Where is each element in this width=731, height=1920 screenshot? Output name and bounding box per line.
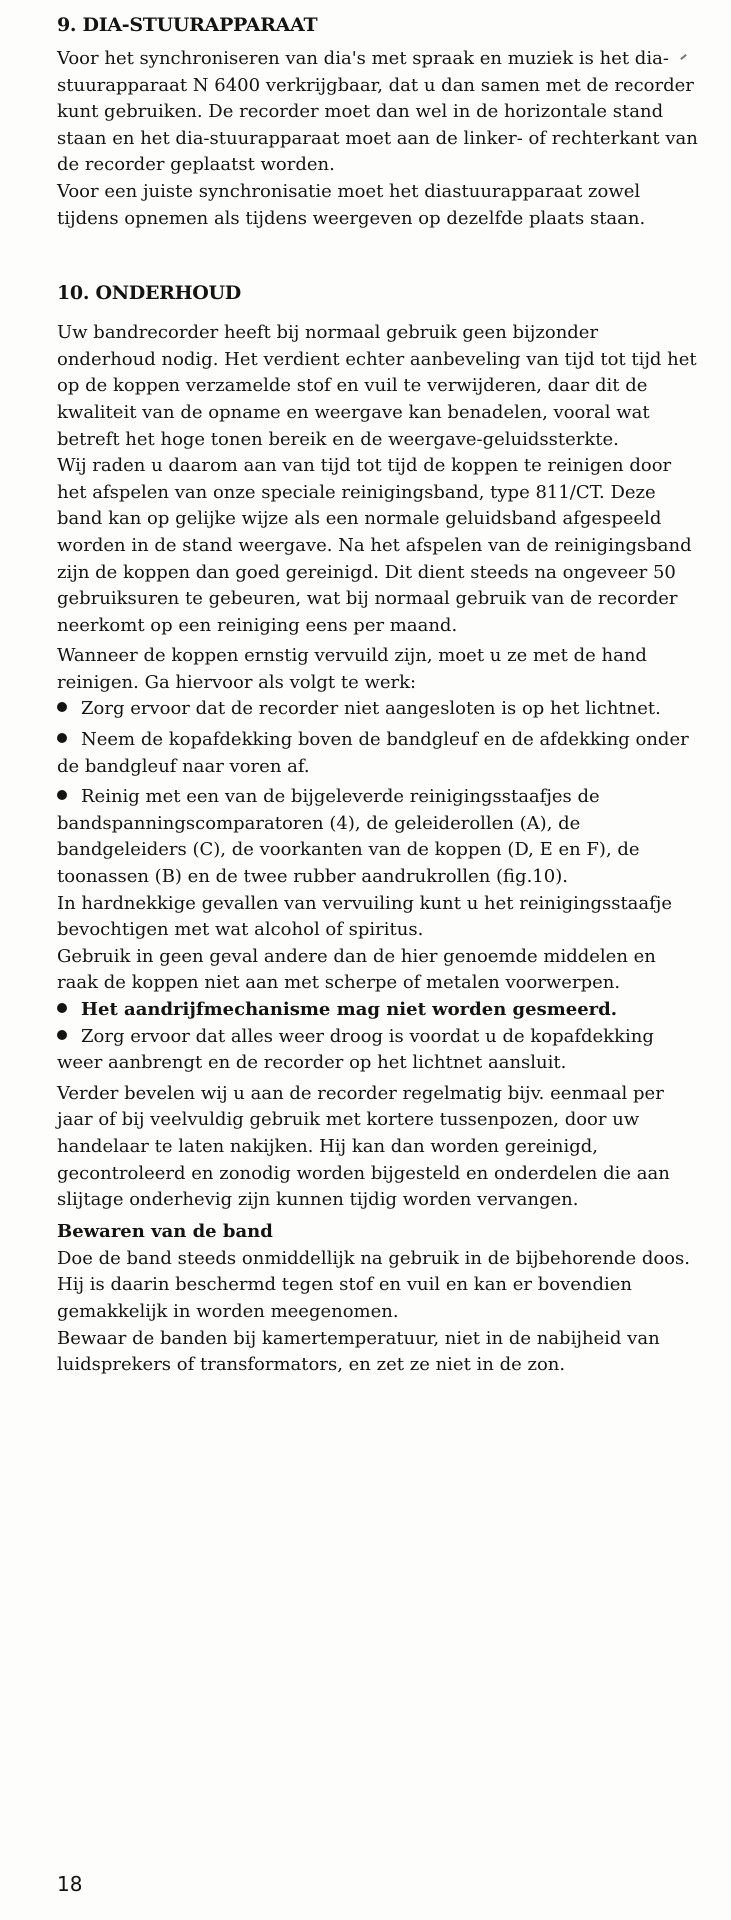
manual-page: [57, 10, 702, 1379]
paragraph: Wij raden u daarom aan van tijd tot tijd de koppen te reinigen door het afspelen van onze speciale reinigingsband, type 811/CT. Deze band kan op gelijke wijze als een normale geluidsband afgespeeld worden in de stand weergave. Na het afspelen van de reinigingsband zijn de koppen dan goed gereinigd. Dit dient steeds na ongeveer 50 gebruiksuren te gebeuren, wat bij normaal gebruik van de recorder neerkomt op een reiniging eens per maand.: [57, 455, 692, 636]
bullet-text: Neem de kopafdekking boven de bandgleuf en de afdekking onder de bandgleuf naar voren af.: [57, 729, 689, 777]
bullet-item: [57, 784, 702, 890]
bullet-icon: [57, 733, 67, 743]
bullet-icon: [57, 702, 67, 712]
paragraph: Voor een juiste synchronisatie moet het diastuurapparaat zowel tijdens opnemen als tijdens weergeven op dezelfde plaats staan.: [57, 180, 646, 229]
page-number: 18: [57, 1872, 83, 1896]
bullet-icon: [57, 790, 67, 800]
paragraph: Uw bandrecorder heeft bij normaal gebruik geen bijzonder onderhoud nodig. Het verdient echter aanbeveling van tijd tot tijd het op de koppen verzamelde stof en vuil te verwijderen, daar dit de kwaliteit van de opname en weergave kan benadelen, vooral wat betreft het hoge tonen bereik en de weergave-geluidssterkte.: [57, 322, 697, 450]
section-heading: 10. ONDERHOUD: [57, 282, 241, 305]
paragraph: Wanneer de koppen ernstig vervuild zijn, moet u ze met de hand reinigen. Ga hiervoor als volgt te werk:: [57, 645, 647, 693]
paragraph: Verder bevelen wij u aan de recorder regelmatig bijv. eenmaal per jaar of bij veelvuldig gebruik met kortere tussenpozen, door uw handelaar te laten nakijken. Hij kan dan worden gereinigd, gecontroleerd en zonodig worden bijgesteld en onderdelen die aan slijtage onderhevig zijn kunnen tijdig worden vervangen.: [57, 1082, 670, 1211]
bullet-text: Het aandrijfmechanisme mag niet worden gesmeerd.: [81, 999, 618, 1020]
bullet-text: Zorg ervoor dat de recorder niet aangesloten is op het lichtnet.: [81, 698, 661, 720]
bullet-item-warning: [57, 997, 702, 1024]
section-heading: 9. DIA-STUURAPPARAAT: [57, 14, 318, 36]
paragraph: Doe de band steeds onmiddellijk na gebruik in de bijbehorende doos. Hij is daarin beschermd tegen stof en vuil en kan er bovendien gemakkelijk in worden meegenomen.: [57, 1247, 690, 1322]
paragraph: In hardnekkige gevallen van vervuiling kunt u het reinigingsstaafje bevochtigen met wat alcohol of spiritus.: [57, 892, 673, 941]
bullet-item: [57, 727, 702, 780]
subheading: Bewaren van de band: [57, 1220, 273, 1242]
bullet-icon: [57, 1030, 67, 1040]
section-onderhoud: [57, 278, 702, 1379]
paragraph: Gebruik in geen geval andere dan de hier genoemde middelen en raak de koppen niet aan met scherpe of metalen voorwerpen.: [57, 945, 656, 994]
bullet-text: Zorg ervoor dat alles weer droog is voordat u de kopafdekking weer aanbrengt en de recorder op het lichtnet aansluit.: [57, 1025, 654, 1074]
bullet-item: [57, 696, 702, 723]
bullet-item: [57, 1024, 702, 1077]
section-dia-stuurapparaat: [57, 10, 702, 232]
bullet-icon: [57, 1003, 67, 1013]
bullet-text: Reinig met een van de bijgeleverde reinigingsstaafjes de bandspanningscomparatoren (4), de geleiderollen (A), de bandgeleiders (C), de voorkanten van de koppen (D, E en F), de toonassen (B) en de twee rubber aandrukrollen (fig.10).: [57, 786, 640, 888]
paragraph: Voor het synchroniseren van dia's met spraak en muziek is het dia-stuurapparaat N 6400 verkrijgbaar, dat u dan samen met de recorder kunt gebruiken. De recorder moet dan wel in de horizontale stand staan en het dia-stuurapparaat moet aan de linker- of rechterkant van de recorder geplaatst worden.: [57, 48, 698, 176]
paragraph: Bewaar de banden bij kamertemperatuur, niet in de nabijheid van luidsprekers of transformators, en zet ze niet in de zon.: [57, 1327, 660, 1376]
